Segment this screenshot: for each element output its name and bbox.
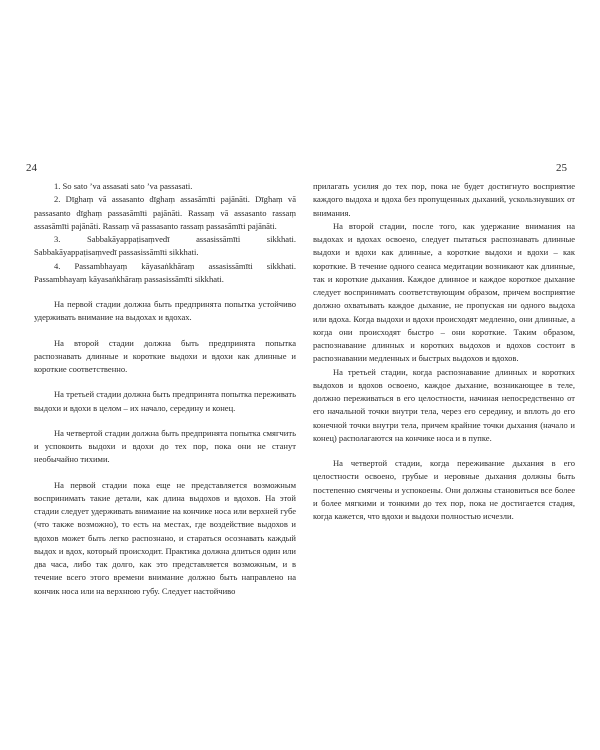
paragraph: 4. Passambhayaṃ kāyasaṅkhāraṃ assasissāmīti sikkhati. Passambhayaṃ kāyasaṅkhāraṃ passasissāmīti sikkhati. (34, 260, 296, 284)
paragraph: 2. Dīghaṃ vā assasanto dīghaṃ assasāmīti pajānāti. Dīghaṃ vā passasanto dīghaṃ passasāmīti pajānāti. Rassaṃ vā assasanto rassaṃ assasāmīti pajānāti. Rassaṃ vā passasanto rassaṃ passasāmīti pajānāti. (34, 194, 296, 231)
paragraph: На третьей стадии, когда распознавание длинных и коротких выдохов и вдохов освоено, каждое дыхание, возникающее в теле, должно переживаться в его целостности, начиная непосредственно от его начальной точки внутри тела, через его середину, и вплоть до его конечной точки внутри тела, причем крайние точки дыхания (начало и конец) располагаются на кончике носа и в пупке. (313, 366, 575, 443)
paragraph: На первой стадии должна быть предпринята попытка устойчиво удерживать внимание на выдохах и вдохах. (34, 299, 296, 323)
paragraph: На четвертой стадии, когда переживание дыхания в его целостности освоено, грубые и неровные дыхания должны быть постепенно смягчены и успокоены. Они должны становиться все более и более мягкими и тонкими до тех пор, пока не достигается стадия, когда кажется, что вдохи и выдохи полностью исчезли. (313, 458, 575, 521)
paragraph: 3. Sabbakāyappaṭisaṃvedī assasissāmīti sikkhati. Sabbakāyappaṭisaṃvedī passasissāmīti sikkhati. (34, 234, 296, 258)
right-page-text (313, 180, 575, 523)
paragraph: На первой стадии пока еще не представляется возможным воспринимать такие детали, как длина выдохов и вдохов. На этой стадии следует удерживать внимание на кончике носа или верхней губе (что также возможно), то есть на местах, где воздействие выдохов и вдохов может быть легко распознано, и стараться осознавать каждый выдох и вдох, который происходит. Практика должна длиться один или два часа, либо так долго, как это представляется возможным, и в течение всего этого времени внимание должно быть направлено на кончик носа или на верхнюю губу. Следует настойчиво (34, 479, 296, 596)
paragraph: 1. So sato ’va assasati sato ’va passasati. (54, 181, 193, 191)
paragraph: На третьей стадии должна быть предпринята попытка переживать выдохи и вдохи в целом – их начало, середину и конец. (34, 389, 296, 413)
paragraph: прилагать усилия до тех пор, пока не будет достигнуто восприятие каждого выдоха и вдоха без пропущенных дыханий, ускользнувших от внимания. (313, 181, 575, 218)
left-page-text (34, 180, 296, 598)
paragraph: На второй стадии должна быть предпринята попытка распознавать длинные и короткие выдохи и вдохи как длинные и короткие соответственно. (34, 337, 296, 374)
paragraph: На второй стадии, после того, как удержание внимания на выдохах и вдохах освоено, следует пытаться распознавать длинные выдохи и вдохи как длинные, а короткие выдохи и вдохи – как короткие. В течение одного сеанса медитации возникают как длинные, так и короткие дыхания. Каждое длинное и каждое короткое дыхание следует воспринимать соответствующим образом, причем восприятие должно охватывать каждое дыхание, не пропуская ни одного выдоха или вдоха. Когда выдохи и вдохи происходят медленно, они длинные, а когда они происходят быстро – они короткие. Таким образом, распознавание длинных и коротких выдохов и вдохов состоит в распознавании медленных и быстрых выдохов и вдохов. (313, 220, 575, 364)
right-page-number: 25 (556, 162, 567, 174)
paragraph: На четвертой стадии должна быть предпринята попытка смягчить и успокоить выдохи и вдохи до тех пор, пока они не станут необычайно тихими. (34, 427, 296, 465)
left-page-number: 24 (26, 162, 37, 174)
